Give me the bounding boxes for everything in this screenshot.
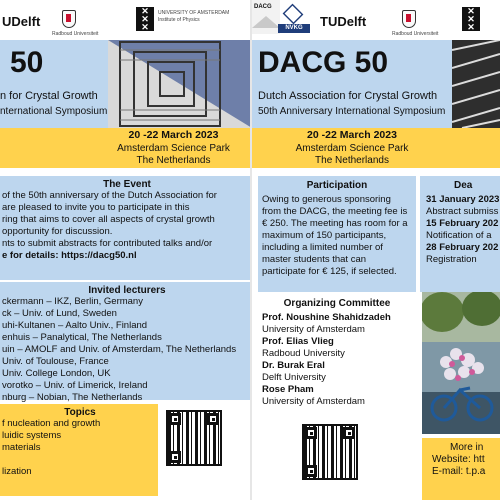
committee-section	[258, 296, 416, 414]
more-info-heading: More in	[450, 442, 484, 453]
topic-item: luidic systems	[2, 430, 62, 441]
event-website: e for details: https://dacg50.nl	[2, 250, 137, 261]
dacg-logo-icon: DACG	[252, 0, 280, 34]
participation-text: Owing to generous sponsoring from the DACG, the meeting fee is € 250. The meeting has room for a maximum of 150 participants, including a limited number of master students that can participate for € 125, if selected.	[262, 194, 408, 277]
lecturers-section	[0, 282, 252, 403]
committee-member-affiliation: Radboud University	[262, 348, 345, 359]
topic-item: materials	[2, 442, 41, 453]
radboud-crest-icon	[402, 10, 416, 28]
canal-bicycle-photo	[422, 292, 500, 434]
lecturer-item: enhuis – Panalytical, The Netherlands	[2, 332, 162, 343]
committee-member-name: Dr. Burak Eral	[262, 360, 325, 371]
topics-section	[0, 404, 158, 496]
committee-member-affiliation: University of Amsterdam	[262, 324, 365, 335]
qr-code-icon[interactable]	[302, 424, 358, 480]
committee-member-name: Rose Pham	[262, 384, 314, 395]
committee-member-name: Prof. Elias Vlieg	[262, 336, 334, 347]
poster-subtitle-2: 50th Anniversary International Symposium	[258, 106, 446, 117]
committee-member-affiliation: Delft University	[262, 372, 326, 383]
event-section	[0, 176, 252, 280]
lecturer-item: nburg – Nobian, The Netherlands	[2, 392, 143, 403]
more-info-email[interactable]: E-mail: t.p.a	[432, 466, 486, 477]
event-line: ring that aims to cover all aspects of crystal growth	[2, 214, 215, 225]
lecturer-item: Univ. of Toulouse, France	[2, 356, 109, 367]
deadline-date: 15 February 202	[426, 218, 499, 229]
deadline-date: 28 February 202	[426, 242, 499, 253]
topic-item	[2, 454, 158, 466]
more-info-section	[422, 438, 500, 500]
poster-right	[252, 0, 500, 500]
crystal-texture-icon	[452, 40, 500, 128]
logo-bar	[252, 0, 500, 40]
uva-caption-2: Institute of Physics	[158, 17, 200, 23]
uva-logo-icon: ✕ ✕ ✕	[136, 7, 154, 31]
committee-member-affiliation: University of Amsterdam	[262, 396, 365, 407]
committee-heading: Organizing Committee	[283, 298, 391, 309]
deadlines-heading: Dea	[454, 180, 473, 191]
committee-member-name: Prof. Noushine Shahidzadeh	[262, 312, 391, 323]
event-line: nts to submit abstracts for contributed talks and/or	[2, 238, 213, 249]
poster-subtitle-2: nternational Symposium	[0, 106, 108, 117]
venue-line-2: The Netherlands	[136, 155, 211, 166]
lecturer-item: uhi-Kultanen – Aalto Univ., Finland	[2, 320, 148, 331]
venue-line-2: The Netherlands	[315, 155, 389, 166]
radboud-caption: Radboud Universiteit	[392, 31, 439, 37]
event-line: of the 50th anniversary of the Dutch Association for	[2, 190, 217, 201]
deadlines-section	[420, 176, 500, 292]
nvkg-logo-icon: NVKG	[278, 4, 310, 34]
lecturer-item: ckermann – IKZ, Berlin, Germany	[2, 296, 143, 307]
crystal-image-2	[452, 40, 500, 128]
lecturers-heading: Invited lecturers	[88, 285, 166, 296]
deadline-label: Registration	[426, 254, 477, 265]
uva-logo-icon: ✕ ✕ ✕	[462, 7, 480, 31]
event-line: opportunity for discussion.	[2, 226, 113, 237]
poster-title: DACG 50	[258, 46, 389, 79]
topics-heading: Topics	[64, 407, 96, 418]
deadline-date: 31 January 2023	[426, 194, 500, 205]
bicycle-flowers-icon	[422, 292, 500, 434]
topic-item: f nucleation and growth	[2, 418, 101, 429]
event-line: are pleased to invite you to participate in this	[2, 202, 190, 213]
venue-line-1: Amsterdam Science Park	[117, 143, 230, 154]
poster-subtitle: Dutch Association for Crystal Growth	[258, 90, 438, 102]
radboud-crest-icon	[62, 10, 76, 28]
event-heading: The Event	[103, 179, 151, 190]
tudelft-logo: UDelft	[2, 14, 41, 29]
logo-bar	[0, 0, 252, 40]
venue-line-1: Amsterdam Science Park	[295, 143, 409, 154]
tudelft-logo: TUDelft	[320, 14, 367, 29]
crystal-pattern-icon	[108, 40, 252, 128]
deadline-label: Abstract submiss	[426, 206, 499, 217]
topic-item: lization	[2, 466, 32, 477]
participation-heading: Participation	[306, 180, 368, 191]
lecturer-item: vorotko – Univ. of Limerick, Ireland	[2, 380, 148, 391]
uva-caption: UNIVERSITY OF AMSTERDAM	[158, 10, 230, 16]
lecturer-item: ck – Univ. of Lund, Sweden	[2, 308, 117, 319]
radboud-caption: Radboud Universiteit	[52, 31, 99, 37]
poster-title: 50	[10, 46, 44, 79]
lecturer-item: Univ. College London, UK	[2, 368, 111, 379]
deadline-label: Notification of a	[426, 230, 492, 241]
qr-code-icon[interactable]	[166, 410, 222, 466]
event-date: 20 -22 March 2023	[307, 129, 397, 141]
lecturer-item: uin – AMOLF and Univ. of Amsterdam, The Netherlands	[2, 344, 237, 355]
event-date: 20 -22 March 2023	[128, 129, 219, 141]
participation-section	[258, 176, 416, 292]
crystal-image	[108, 40, 252, 128]
poster-subtitle: n for Crystal Growth	[0, 90, 98, 102]
more-info-website[interactable]: Website: htt	[432, 454, 485, 465]
